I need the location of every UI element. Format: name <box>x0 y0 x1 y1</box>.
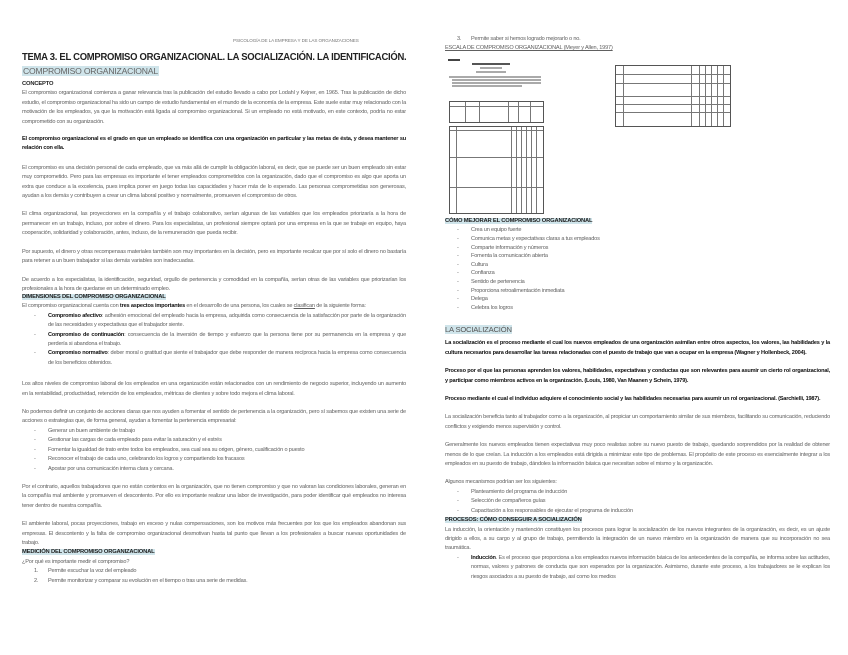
item-text: Delega <box>471 296 488 303</box>
medicion-continued <box>445 35 830 54</box>
list-item: - Crea un equipo fuerte <box>457 227 522 234</box>
definition-paragraph: El compromiso organizacional es el grado en que un empleado se identifica con una organización en particular y las metas de ésta, y desea mantener su relación con ella. <box>22 136 406 152</box>
actions-list <box>22 427 406 474</box>
procesos-heading: PROCESOS: CÓMO CONSEGUIR A SOCIALIZACIÓN <box>445 517 582 524</box>
medicion-list-cont <box>445 35 830 44</box>
intro-bold: tres aspectos importantes <box>119 303 186 310</box>
list-item: - Compromiso afectivo: adhesión emocional del empleado hacia la empresa, adquirida como consecuencia de la satisfacción por parte de la organización de las necesidades y expectativas que el trabajador siente. <box>34 312 406 329</box>
intro-text: de la siguiente forma: <box>314 303 366 310</box>
item-text: Permite escuchar la voz del empleado <box>48 568 137 575</box>
item-text: Permite saber si hemos logrado mejorarlo o no. <box>471 36 581 42</box>
list-item: - Reconocer el trabajo de cada uno, celebrando los logros y compartiendo los fracasos <box>34 456 245 463</box>
item-text: . Es el proceso que proporciona a los empleados nuevos información básica de los antecedentes de la compañía, se informa sobre las actitudes, normas, valores y patrones de conducta que son esperados por la organización. Asimismo, durante este proceso, a los trabajadores se le explican los riesgos asociados a su puesto de trabajo, así como los medios <box>471 554 830 580</box>
list-item: - Confianza <box>457 270 495 277</box>
intro-text: en el desarrollo de una persona, los cuales se <box>185 303 294 310</box>
scale-legend-table <box>449 101 544 123</box>
item-text: : deber moral o gratitud que siente el trabajador que debe responder de manera recíproca hacia la empresa como consecuencia de los beneficios obtenidos. <box>48 350 406 366</box>
page-title: TEMA 3. EL COMPROMISO ORGANIZACIONAL. LA SOCIALIZACIÓN. LA IDENTIFICACIÓN. <box>22 52 407 63</box>
item-text: Comparte información y números <box>471 244 549 251</box>
list-item: - Comparte información y números <box>457 244 549 251</box>
list-item: - Inducción. Es el proceso que proporciona a los empleados nuevos información básica de los antecedentes de la compañía, se informa sobre las actitudes, normas, valores y patrones de conducta que son esperados por la organización. Asimismo, durante este proceso, a los trabajadores se le explican los riesgos asociados a su puesto de trabajo, así como los medios <box>457 554 830 580</box>
item-text: Capacitación a los responsables de ejecutar el programa de inducción <box>471 507 633 514</box>
item-text: Fomenta la comunicación abierta <box>471 253 548 260</box>
scale-title: ESCALA DE COMPROMISO ORGANIZACIONAL (Meyer y Allen, 1997) <box>445 45 613 52</box>
mechanisms-list <box>445 488 830 516</box>
item-text: Apostar por una comunicación interna clara y cercana. <box>48 465 174 472</box>
item-text: : adhesión emocional del empleado hacia la empresa, adquirida como consecuencia de la satisfacción por parte de la organización de las necesidades y expectativas que el trabajador siente. <box>48 312 406 329</box>
item-term: Compromiso de continuación <box>48 331 125 338</box>
list-item: - Planteamiento del programa de inducción <box>457 488 568 495</box>
paragraph: El compromiso es una decisión personal de cada empleado, que va más allá de cumplir la obligación laboral, es decir, que se puede ser un buen empleado sin estar muy comprometido. Pero para las empresas es importante el tener empleados comprometidos con la organización, dado que el compromiso es algo que aporta un extra que conduce a la excelencia, pues implica poner en juego todas las capacidades y hacer más de lo esperado. Las personas comprometidas son generosas, ayudan a los demás y contribuyen a crear un clima laboral positivo y normalmente, promueven el compromiso de otros. <box>22 164 406 200</box>
list-item: - Fomentar la igualdad de trato entre todos los empleados, sea cual sea su origen, género, cualificación o puesto <box>34 446 305 453</box>
item-number: 2. <box>34 577 39 584</box>
list-item: - Capacitación a los responsables de ejecutar el programa de inducción <box>457 507 633 514</box>
list-item: - Celebra los logros <box>457 304 513 311</box>
mejorar-section <box>445 217 830 312</box>
item-text: Selección de compañeros guías <box>471 498 546 505</box>
list-item <box>22 567 406 576</box>
concepto-section <box>22 80 406 294</box>
paragraph: Generalmente los nuevos empleados tienen expectativas muy poco realistas sobre su nuevo puesto de trabajo, quedando sorprendidos por la realidad de obtener menos de lo que creían. La inducción a los empleados está dirigida a minimizar este tipo de problemas. El propósito de este proceso es esencialmente integrar a los empleados en su puesto de trabajo, dándoles la información básica que necesitan sobre el mismo y la organización. <box>445 442 830 468</box>
list-item: - Sentido de pertenencia <box>457 278 525 285</box>
mejorar-heading: CÓMO MEJORAR EL COMPROMISO ORGANIZACIONAL <box>445 218 593 224</box>
list-item: - Cultura <box>457 261 488 268</box>
definition-paragraph: Proceso mediante el cual el individuo adquiere el conocimiento social y las habilidades necesarias para asumir un rol organizacional. (Sarchielli, 1987). <box>445 396 821 403</box>
socializacion-heading: LA SOCIALIZACIÓN <box>445 325 512 334</box>
paragraph: El compromiso organizacional comienza a ganar relevancia tras la publicación del estudio llevado a cabo por Lodahl y Kejner, en 1965. Tras la publicación de dicho estudio, el compromiso organizacional ha sido un campo de estudio fundamental en el mundo de la economía de la empresa. Este suele estar muy relacionado con la motivación de los empleados, ya que la motivación está ligada al compromiso organizacional. Si un empleado no está motivado, en este contexto, podría no estar comprometido con su organización. <box>22 90 406 125</box>
item-text: : consecuencia de la inversión de tiempo y esfuerzo que la persona tiene por su permanencia en la empresa y que perdería si abandona el trabajo. <box>48 331 406 348</box>
paragraph: De acuerdo a los especialistas, la identificación, seguridad, orgullo de pertenencia y comodidad en la compañía, serían otras de las variables que priorizarían los profesionales a la hora de quedarse en un determinado empleo. <box>22 276 406 292</box>
dimensiones-intro <box>22 302 406 311</box>
running-header: PSICOLOGÍA DE LA EMPRESA Y DE LAS ORGANIZACIONES <box>233 38 359 43</box>
item-term: Compromiso normativo <box>48 350 108 357</box>
item-text: Crea un equipo fuerte <box>471 227 522 234</box>
list-item: - Selección de compañeros guías <box>457 498 546 505</box>
dimensiones-section <box>22 293 406 586</box>
item-text: Celebra los logros <box>471 304 513 311</box>
dimensiones-heading: DIMENSIONES DEL COMPROMISO ORGANIZACIONAL <box>22 294 166 300</box>
paragraph: La inducción, la orientación y mantención constituyen los procesos para lograr la socialización de los nuevos integrantes de la organización, es decir, es un ajuste dirigido a ellos, a su cargo y al grupo de trabajo, permitiendo la integración de un nuevo miembro en la organización de manera que su incorporación no sea traumática. <box>445 526 830 552</box>
list-item: - Generar un buen ambiente de trabajo <box>34 427 135 434</box>
list-item <box>445 35 830 44</box>
list-item: - Apostar por una comunicación interna clara y cercana. <box>34 465 174 472</box>
paragraph: Por el contrario, aquellos trabajadores que no están contentos en la organización, que no tienen compromiso y que no valoran las condiciones laborales, generan en la compañía mal ambiente y promueven el descontento. Por ello es importante realizar una labor de investigación, para poder identificar qué empleados no interesa tener dentro de nuestra compañía. <box>22 483 406 509</box>
mejorar-list <box>445 226 830 312</box>
item-text: Reconocer el trabajo de cada uno, celebrando los logros y compartiendo los fracasos <box>48 456 245 463</box>
intro-underlined: clasifican <box>293 303 315 310</box>
item-text: Planteamiento del programa de inducción <box>471 488 568 495</box>
scale-items-table-2 <box>615 65 731 127</box>
item-text: Sentido de pertenencia <box>471 278 525 285</box>
paragraph: Los altos niveles de compromiso laboral de los empleados en una organización están relacionados con un rendimiento de negocio superior, incluyendo un aumento en la rentabilidad, productividad, retención de los empleados, métricas de clientes y sobre todo mejora el clima laboral. <box>22 381 406 397</box>
section-heading-compromiso: COMPROMISO ORGANIZACIONAL <box>23 66 158 76</box>
list-item: - Proporciona retroalimentación inmediata <box>457 287 565 294</box>
item-number: 3. <box>457 36 462 42</box>
intro-text: El compromiso organizacional cuenta con <box>22 303 120 310</box>
item-text: Permite monitorizar y comparar su evolución en el tiempo o tras una serie de medidas. <box>48 577 248 584</box>
item-text: Cultura <box>471 261 488 268</box>
procesos-list <box>445 554 830 582</box>
paragraph: El clima organizacional, las proyecciones en la compañía y el trabajo colaborativo, serían algunas de las variables que los empleados priorizaría a la hora de permanecer en un trabajo, incluso, por sobre el dinero. Para los especialistas, un profesional siempre optará por una empresa en la que se trabaje en equipo, haya cooperación, solidaridad y colaboración, antes, incluso, de la remuneración que pueda recibir. <box>22 211 406 237</box>
list-item: - Fomenta la comunicación abierta <box>457 253 548 260</box>
item-text: Proporciona retroalimentación inmediata <box>471 287 565 294</box>
list-item: - Compromiso normativo: deber moral o gratitud que siente el trabajador que debe responder de manera recíproca hacia la empresa como consecuencia de los beneficios obtenidos. <box>34 350 406 366</box>
list-item <box>22 577 406 586</box>
item-number: 1. <box>34 568 39 575</box>
item-text: Generar un buen ambiente de trabajo <box>48 427 135 434</box>
item-text: Gestionar las cargas de cada empleado para evitar la saturación y el estrés <box>48 437 222 444</box>
paragraph: Algunos mecanismos podrían ser los siguientes: <box>445 479 557 486</box>
medicion-list <box>22 567 406 586</box>
dimensiones-list <box>22 312 406 368</box>
paragraph: El ambiente laboral, pocas proyecciones, trabajo en exceso y nulas compensaciones, son los motivos más frecuentes por los que los empleados abandonan sus empresas. El descontento y la falta de compromiso organizacional desmotivan hasta tal punto que llevan a los profesionales a buscar nuevas oportunidades de trabajo. <box>22 521 406 546</box>
item-text: Fomentar la igualdad de trato entre todos los empleados, sea cual sea su origen, género, cualificación o puesto <box>48 446 305 453</box>
definition-paragraph: La socialización es el proceso mediante el cual los nuevos empleados de una organización asimilan entre otros aspectos, los valores, las habilidades y la cultura necesarios para desarrollar las tareas relacionadas con el puesto de trabajo que van a ocupar en la empresa (Wagner y Hollenbeck, 2004). <box>445 340 830 356</box>
concepto-heading: CONCEPTO <box>22 81 54 87</box>
right-page <box>424 0 848 655</box>
paragraph: No podemos definir un conjunto de acciones claras que nos ayuden a fomentar el sentido de pertenencia a la organización, pero sí sabemos que existen una serie de acciones o estrategias que, de forma general, ayudan a fomentar la pertenencia empresarial: <box>22 409 406 425</box>
definition-paragraph: Proceso por el que las personas aprenden los valores, habilidades, expectativas y conductas que son relevantes para asumir un cierto rol organizacional, y participar como miembros activos en la organización. (Louis, 1980, Van Maanen y Schein, 1979). <box>445 368 830 384</box>
item-term: Compromiso afectivo <box>48 312 102 319</box>
medicion-heading: MEDICIÓN DEL COMPROMISO ORGANIZACIONAL <box>22 549 155 556</box>
paragraph: La socialización beneficia tanto al trabajador como a la organización, al propiciar un comportamiento similar de sus miembros, facilitando su comunicación, reduciendo conflictos y exigiendo menos supervisión y control. <box>445 414 830 430</box>
medicion-question: ¿Por qué es importante medir el compromiso? <box>22 558 130 565</box>
list-item: - Compromiso de continuación: consecuencia de la inversión de tiempo y esfuerzo que la persona tiene por su permanencia en la empresa y que perdería si abandona el trabajo. <box>34 331 406 348</box>
list-item: - Comunica metas y expectativas claras a tus empleados <box>457 236 600 242</box>
item-text: Confianza <box>471 270 495 277</box>
item-term: Inducción <box>471 554 496 561</box>
scale-items-table-1 <box>449 126 544 214</box>
paragraph: Por supuesto, el dinero y otras recompensas materiales también son muy importantes en la decisión, pero es importante recalcar que por sí solo el dinero no bastaría para retener a un buen trabajador si las demás variables son inadecuadas. <box>22 248 406 265</box>
list-item: - Gestionar las cargas de cada empleado para evitar la saturación y el estrés <box>34 437 222 444</box>
socializacion-section <box>445 324 830 582</box>
list-item: - Delega <box>457 296 488 303</box>
item-text: Comunica metas y expectativas claras a tus empleados <box>471 236 600 242</box>
